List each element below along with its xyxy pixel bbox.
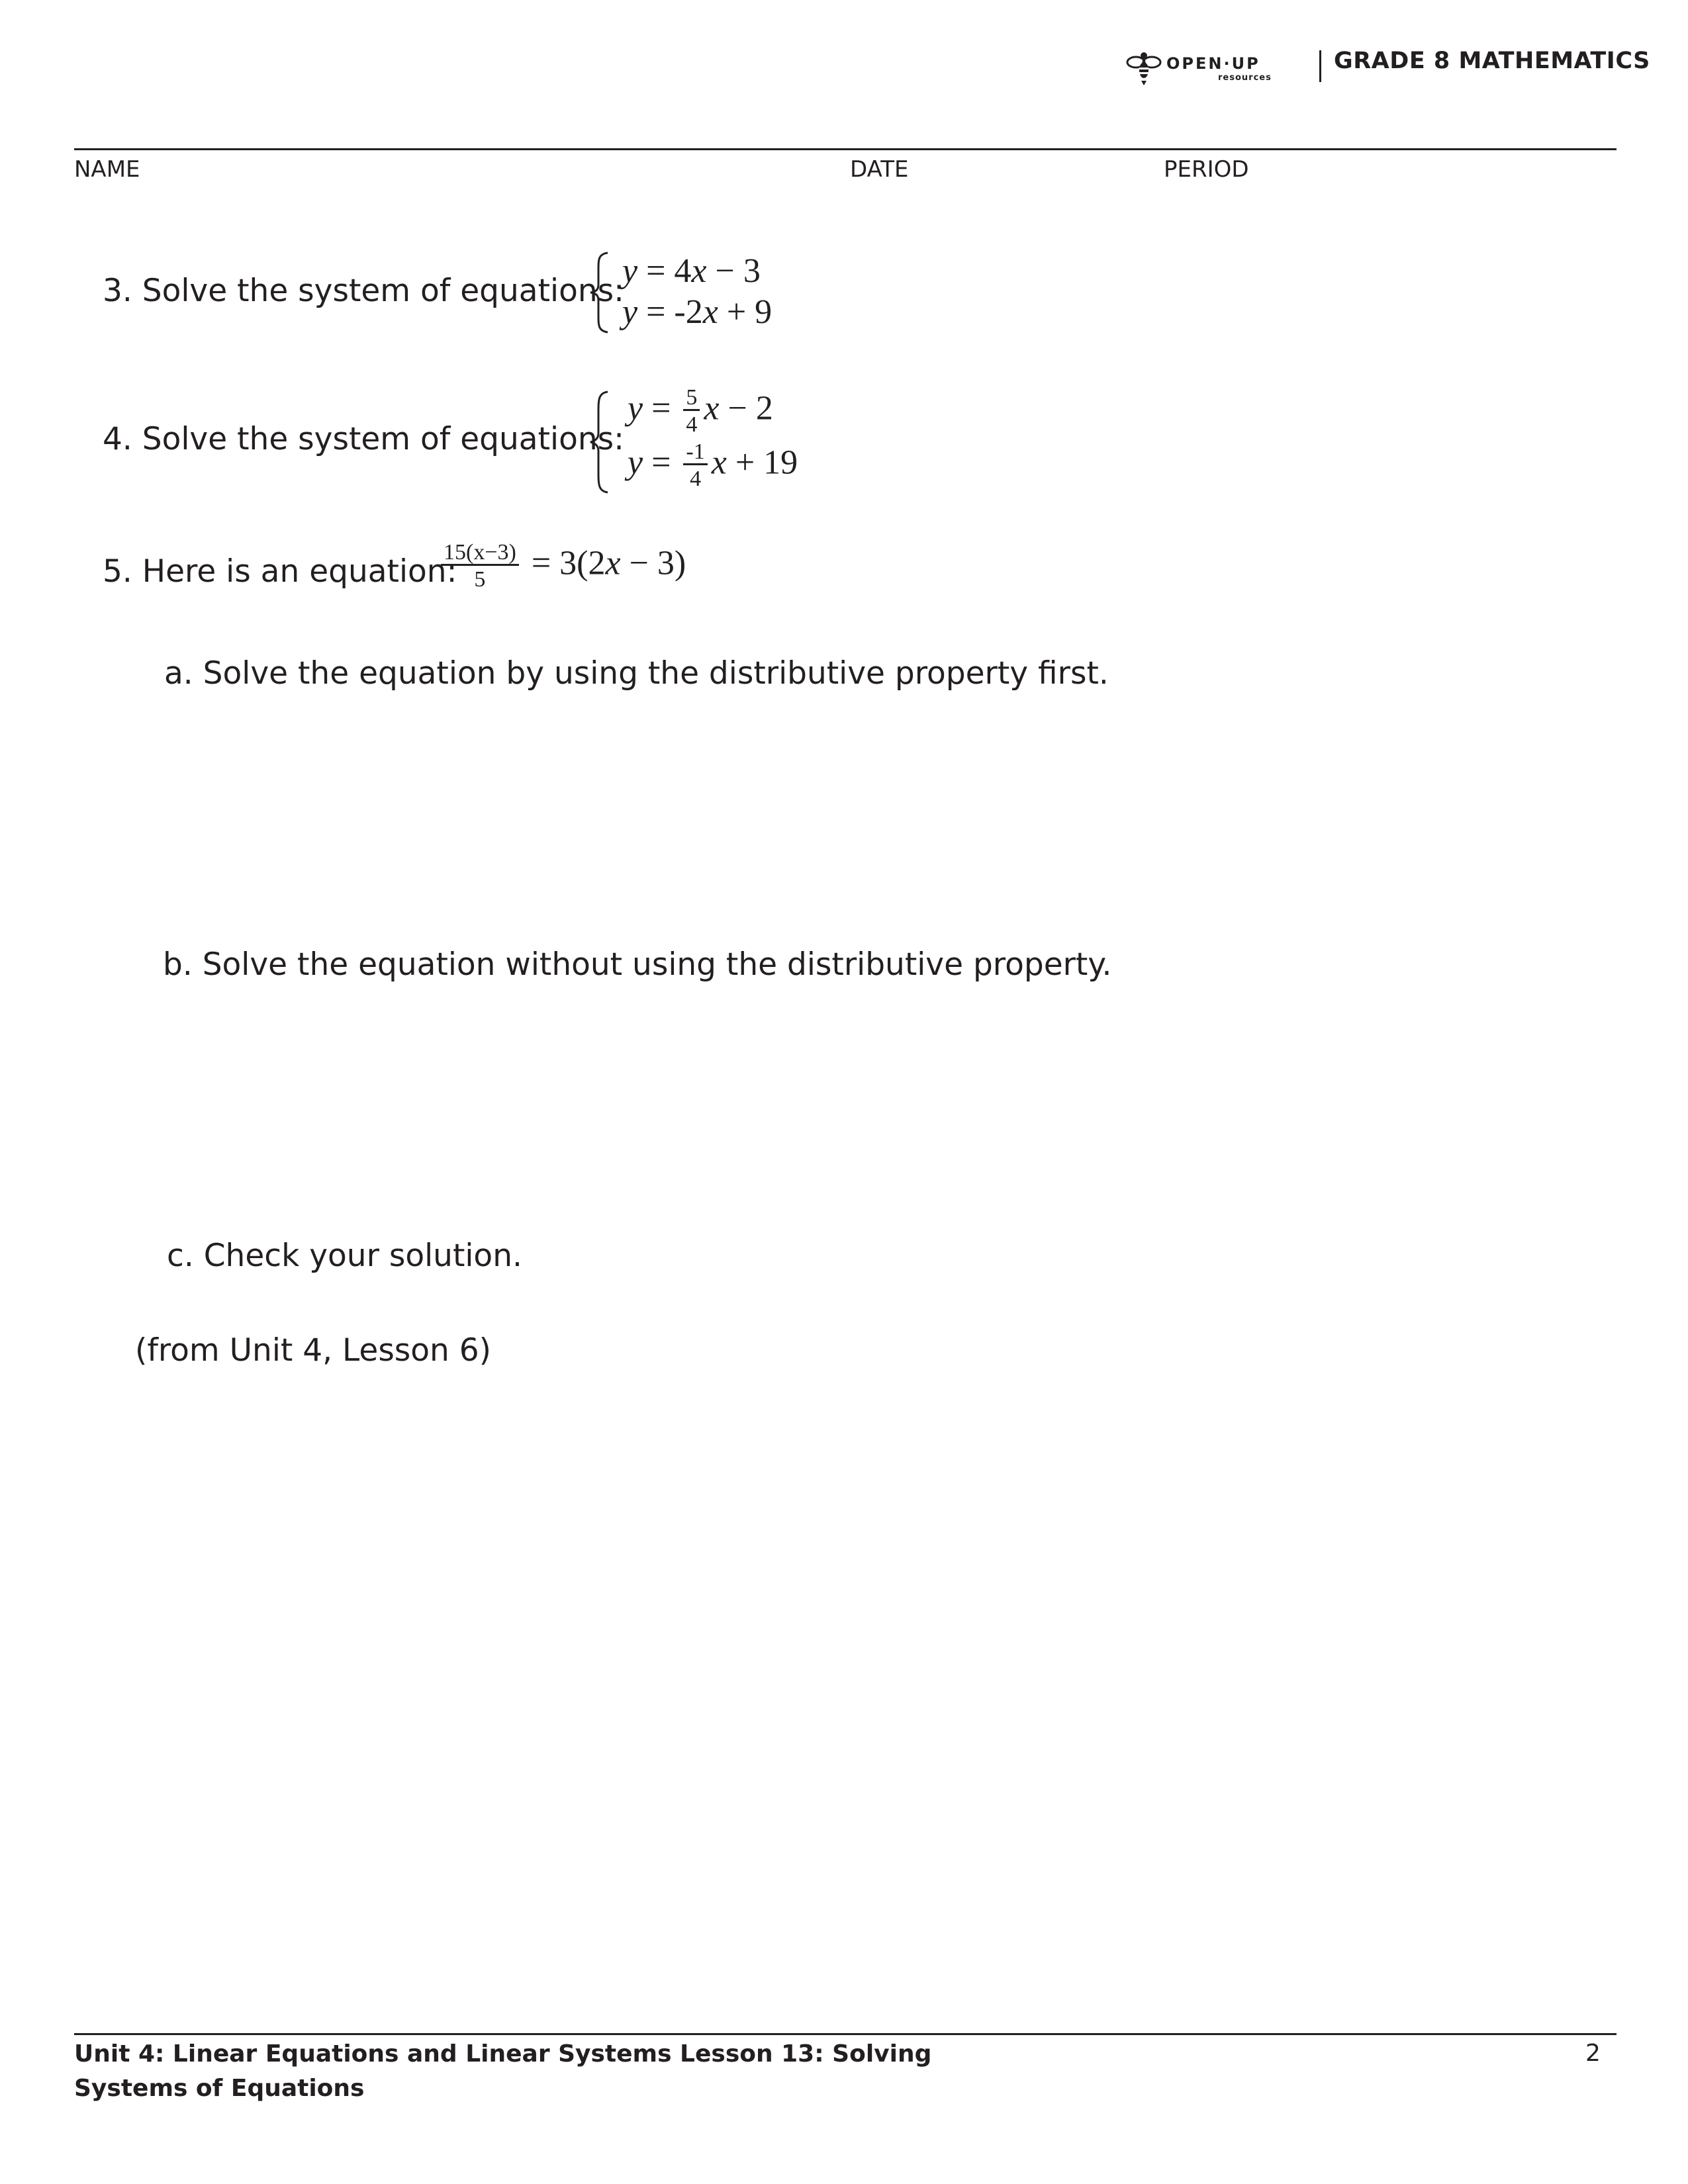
q4-equation-1: y = $\frac{5}{4}$ x − 2	[628, 385, 773, 437]
q5-equation: $\frac{15(x-3)}{5}$ = 3(2x − 3)	[437, 541, 686, 591]
question-5c: c. Check your solution.	[167, 1238, 522, 1274]
q3-equation-1: y = 4x − 3	[622, 252, 761, 290]
period-label: PERIOD	[1164, 156, 1249, 183]
header-divider	[1319, 50, 1321, 82]
question-5a: a. Solve the equation by using the distributive property first.	[164, 655, 1109, 692]
date-label: DATE	[850, 156, 909, 183]
q4-eq1-fraction: $\frac{5}{4}$	[683, 387, 700, 436]
q3-equation-2: y = -2x + 9	[622, 293, 773, 331]
question-5b: b. Solve the equation without using the distributive property.	[163, 946, 1112, 983]
logo-text: OPEN·UP	[1166, 54, 1260, 73]
q4-eq2-fraction: $\frac{-1}{4}$	[683, 441, 707, 490]
name-label: NAME	[74, 156, 140, 183]
q4-equation-2: y = $\frac{-1}{4}$ x + 19	[628, 439, 798, 491]
open-up-resources-logo	[1125, 48, 1291, 86]
question-5-source: (from Unit 4, Lesson 6)	[135, 1332, 492, 1369]
grade-title: GRADE 8 MATHEMATICS	[1334, 48, 1650, 74]
page-number: 2	[1585, 2040, 1601, 2067]
footer-rule	[74, 2033, 1617, 2035]
question-3-label: 3. Solve the system of equations:	[103, 273, 624, 309]
q5-fraction: $\frac{15(x-3)}{5}$	[441, 541, 519, 591]
question-5-label: 5. Here is an equation:	[103, 553, 457, 590]
footer-unit-lesson: Unit 4: Linear Equations and Linear Systems Lesson 13: Solving Systems of Equations	[74, 2040, 932, 2102]
logo-subtext: resources	[1218, 73, 1272, 83]
q4-brace	[588, 389, 612, 495]
bee-icon	[1125, 48, 1162, 86]
question-4-label: 4. Solve the system of equations:	[103, 421, 624, 457]
header-rule	[74, 148, 1617, 150]
q3-brace	[588, 250, 612, 335]
